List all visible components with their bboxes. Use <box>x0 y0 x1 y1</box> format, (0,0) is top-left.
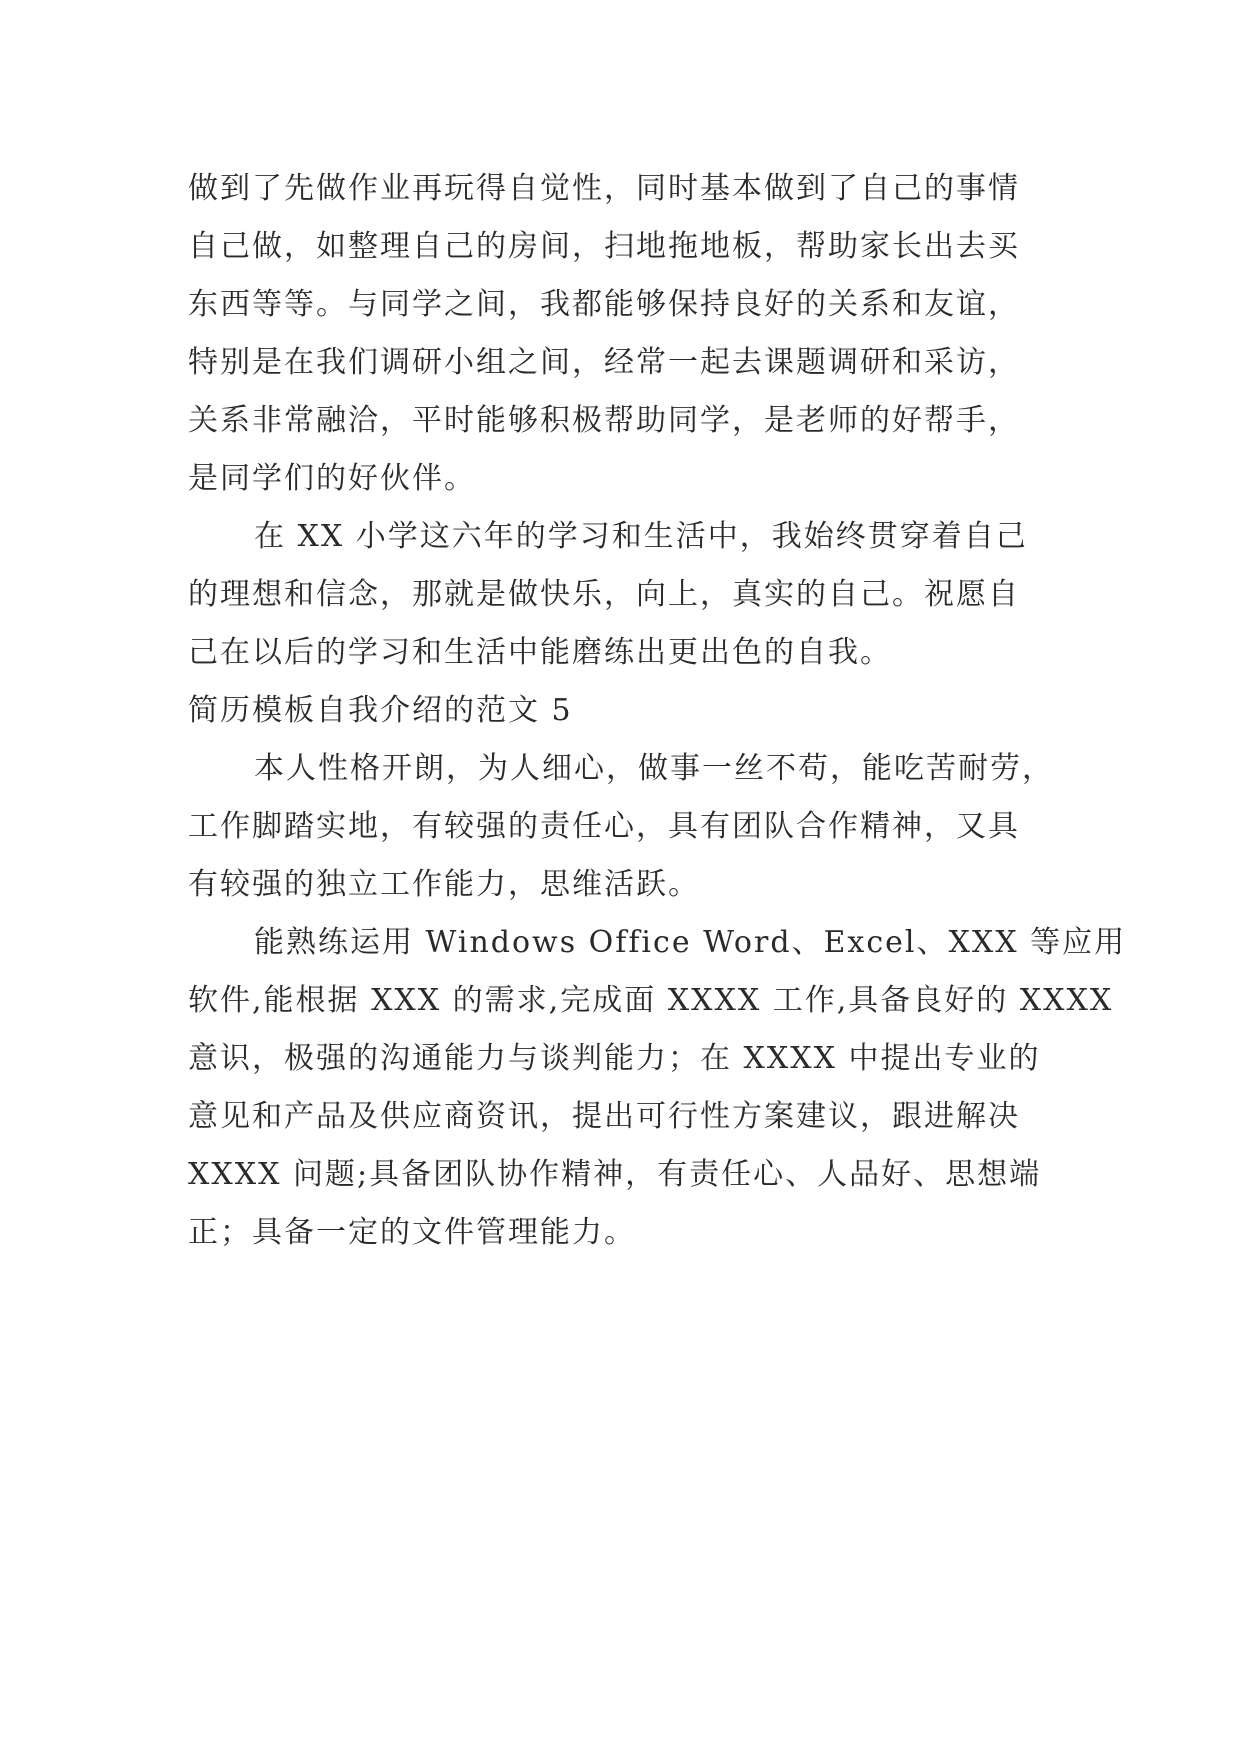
paragraph-1-line-1: 做到了先做作业再玩得自觉性，同时基本做到了自己的事情 <box>188 171 1020 206</box>
paragraph-4 <box>188 914 1127 1262</box>
paragraph-2 <box>188 508 1062 682</box>
paragraph-2-line-3: 己在以后的学习和生活中能磨练出更出色的自我。 <box>188 635 892 670</box>
paragraph-3-line-2: 工作脚踏实地，有较强的责任心，具有团队合作精神，又具 <box>188 809 1020 844</box>
paragraph-1-line-3: 东西等等。与同学之间，我都能够保持良好的关系和友谊， <box>188 287 1020 322</box>
paragraph-2-line-2: 的理想和信念，那就是做快乐，向上，真实的自己。祝愿自 <box>188 577 1020 612</box>
paragraph-3-line-3: 有较强的独立工作能力，思维活跃。 <box>188 867 700 902</box>
document-body <box>188 160 1127 1262</box>
paragraph-1-line-2: 自己做，如整理自己的房间，扫地拖地板，帮助家长出去买 <box>188 229 1020 264</box>
section-heading-text: 简历模板自我介绍的范文 5 <box>188 693 573 728</box>
paragraph-3-line-1: 本人性格开朗，为人细心，做事一丝不苟，能吃苦耐劳， <box>254 751 1054 786</box>
paragraph-4-line-2: 软件,能根据 XXX 的需求,完成面 XXXX 工作,具备良好的 XXXX <box>188 983 1114 1018</box>
paragraph-4-line-5: XXXX 问题;具备团队协作精神，有责任心、人品好、思想端 <box>188 1157 1042 1192</box>
paragraph-4-line-1: 能熟练运用 Windows Office Word、Excel、XXX 等应用 <box>254 925 1127 960</box>
paragraph-1-line-6: 是同学们的好伙伴。 <box>188 461 476 496</box>
section-heading <box>188 682 1062 740</box>
paragraph-4-line-6: 正；具备一定的文件管理能力。 <box>188 1215 636 1250</box>
paragraph-4-line-3: 意识，极强的沟通能力与谈判能力；在 XXXX 中提出专业的 <box>188 1041 1041 1076</box>
paragraph-1 <box>188 160 1062 508</box>
paragraph-1-line-5: 关系非常融洽，平时能够积极帮助同学，是老师的好帮手， <box>188 403 1020 438</box>
paragraph-2-line-1: 在 XX 小学这六年的学习和生活中，我始终贯穿着自己 <box>254 519 1028 554</box>
paragraph-1-line-4: 特别是在我们调研小组之间，经常一起去课题调研和采访， <box>188 345 1020 380</box>
paragraph-3 <box>188 740 1062 914</box>
paragraph-4-line-4: 意见和产品及供应商资讯，提出可行性方案建议，跟进解决 <box>188 1099 1020 1134</box>
